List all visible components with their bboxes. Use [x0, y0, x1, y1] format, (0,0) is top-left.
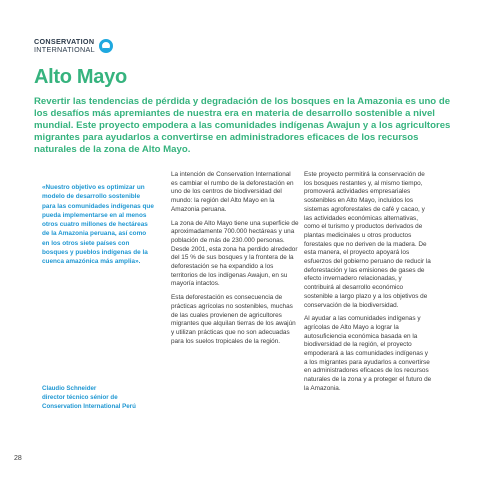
credit-role-line-1: director técnico sénior de: [42, 394, 118, 401]
column2-paragraph-3: Esta deforestación es consecuencia de prácticas agrícolas no sostenibles, muchas de las cuales provienen de agricultores migrantes que alquilan tierras de los awajún y utilizan prácticas que no son adecuadas para los suelos tropicales de la región.: [171, 294, 296, 345]
credit-role-line-2: Conservation International Perú: [42, 403, 136, 410]
lead-paragraph: Revertir las tendencias de pérdida y degradación de los bosques en la Amazonia es uno de los desafíos más apremiantes de nuestra era en materia de desarrollo sostenible a nivel mundial. Este proyecto empodera a las comunidades indígenas Awajun y a los agricultores migrantes para ayudarlos a convertirse en administradores eficaces de los recursos naturales de la zona de Alto Mayo.: [34, 96, 451, 155]
credit-name: Claudio Schneider: [42, 385, 97, 392]
body-column-2: [171, 171, 299, 351]
column2-paragraph-2: La zona de Alto Mayo tiene una superficie de aproximadamente 700.000 hectáreas y una población de más de 230.000 personas. Desde 2001, esta zona ha perdido alrededor del 15 % de sus bosques y la frontera de la deforestación se ha expandido a los territorios de los indígenas Awajun, en su mayoría intactos.: [171, 219, 299, 288]
column2-paragraph-1: La intención de Conservation International es cambiar el rumbo de la deforestación en uno de los centros de biodiversidad del mundo: la región del Alto Mayo en la Amazonia peruana.: [171, 171, 294, 213]
page-number: 28: [14, 455, 22, 462]
pull-quote: «Nuestro objetivo es optimizar un modelo de desarrollo sostenible para las comunidades indígenas que pueda implementarse en al menos otros cuatro millones de hectáreas de la Amazonia peruana, así como en los otros siete países con bosques y pueblos indígenas de la cuenca amazónica más amplia».: [42, 184, 154, 266]
page-title: Alto Mayo: [34, 66, 127, 88]
logo-wordmark: [34, 38, 95, 54]
quote-credit: [42, 384, 162, 411]
logo-line-1: CONSERVATION: [34, 37, 95, 46]
column3-paragraph-2: Al ayudar a las comunidades indígenas y agrícolas de Alto Mayo a lograr la autosuficiencia económica basada en la biodiversidad de la región, el proyecto empoderará a las comunidades indígenas y a los migrantes para ayudarlos a convertirse en administradores eficaces de los recursos naturales de la zona y a proteger el futuro de la Amazonia.: [304, 315, 432, 392]
logo-line-2: INTERNATIONAL: [34, 45, 95, 54]
conservation-international-logo: [34, 38, 113, 54]
column3-paragraph-1: Este proyecto permitirá la conservación de los bosques restantes y, al mismo tiempo, promoverá actividades empresariales sostenibles en Alto Mayo, incluidos los sistemas agroforestales de café y cacao, y las actividades económicas alternativas, como el turismo y productos derivados de plantas medicinales u otros productos forestales que no deriven de la madera. De esta manera, el proyecto apoyará los esfuerzos del gobierno peruano de reducir la deforestación y las emisiones de gases de efecto invernadero relacionadas, y contribuirá al desarrollo económico sostenible a largo plazo y a los objetivos de conservación de la biodiversidad.: [304, 171, 431, 309]
conservation-international-logo-icon: [99, 39, 113, 53]
body-column-3: [304, 171, 432, 399]
